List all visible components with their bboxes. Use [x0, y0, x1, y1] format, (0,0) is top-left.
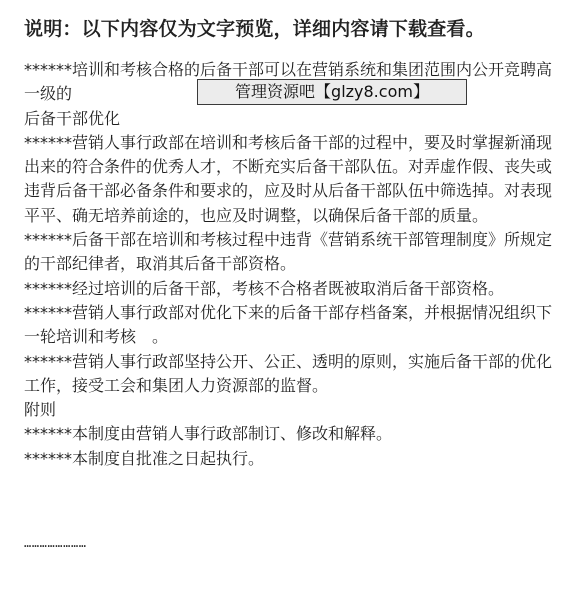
preview-notice: 说明：以下内容仅为文字预览，详细内容请下载查看。	[24, 18, 485, 40]
paragraph: ******营销人事行政部在培训和考核后备干部的过程中，要及时掌握新涌现出来的符合条件的优秀人才，不断充实后备干部队伍。对弄虚作假、丧失或违背后备干部必备条件和要求的，应及时从后备干部队伍中筛选掉。对表现平平、确无培养前途的，也应及时调整，以确保后备干部的质量。	[24, 132, 553, 225]
paragraph: ******本制度自批准之日起执行。	[24, 448, 265, 468]
watermark-stamp: 管理资源吧【glzy8.com】	[197, 79, 467, 105]
ellipsis-trailer: ……………………	[24, 536, 87, 550]
paragraph: ******本制度由营销人事行政部制订、修改和解释。	[24, 424, 393, 444]
section-heading: 附则	[24, 400, 57, 420]
document-body	[24, 58, 554, 471]
paragraph: ******培训和考核合格的后备干部可以在营销系统和集团范围内公开竞聘高一级的	[24, 60, 553, 104]
paragraph: ******营销人事行政部对优化下来的后备干部存档备案，并根据情况组织下一轮培训和考核 。	[24, 302, 553, 347]
paragraph: ******经过培训的后备干部，考核不合格者既被取消后备干部资格。	[24, 278, 505, 298]
paragraph: ******后备干部在培训和考核过程中违背《营销系统干部管理制度》所规定的干部纪律者，取消其后备干部资格。	[24, 230, 553, 274]
paragraph: ******营销人事行政部坚持公开、公正、透明的原则，实施后备干部的优化工作，接受工会和集团人力资源部的监督。	[24, 351, 553, 395]
section-heading: 后备干部优化	[24, 108, 121, 128]
